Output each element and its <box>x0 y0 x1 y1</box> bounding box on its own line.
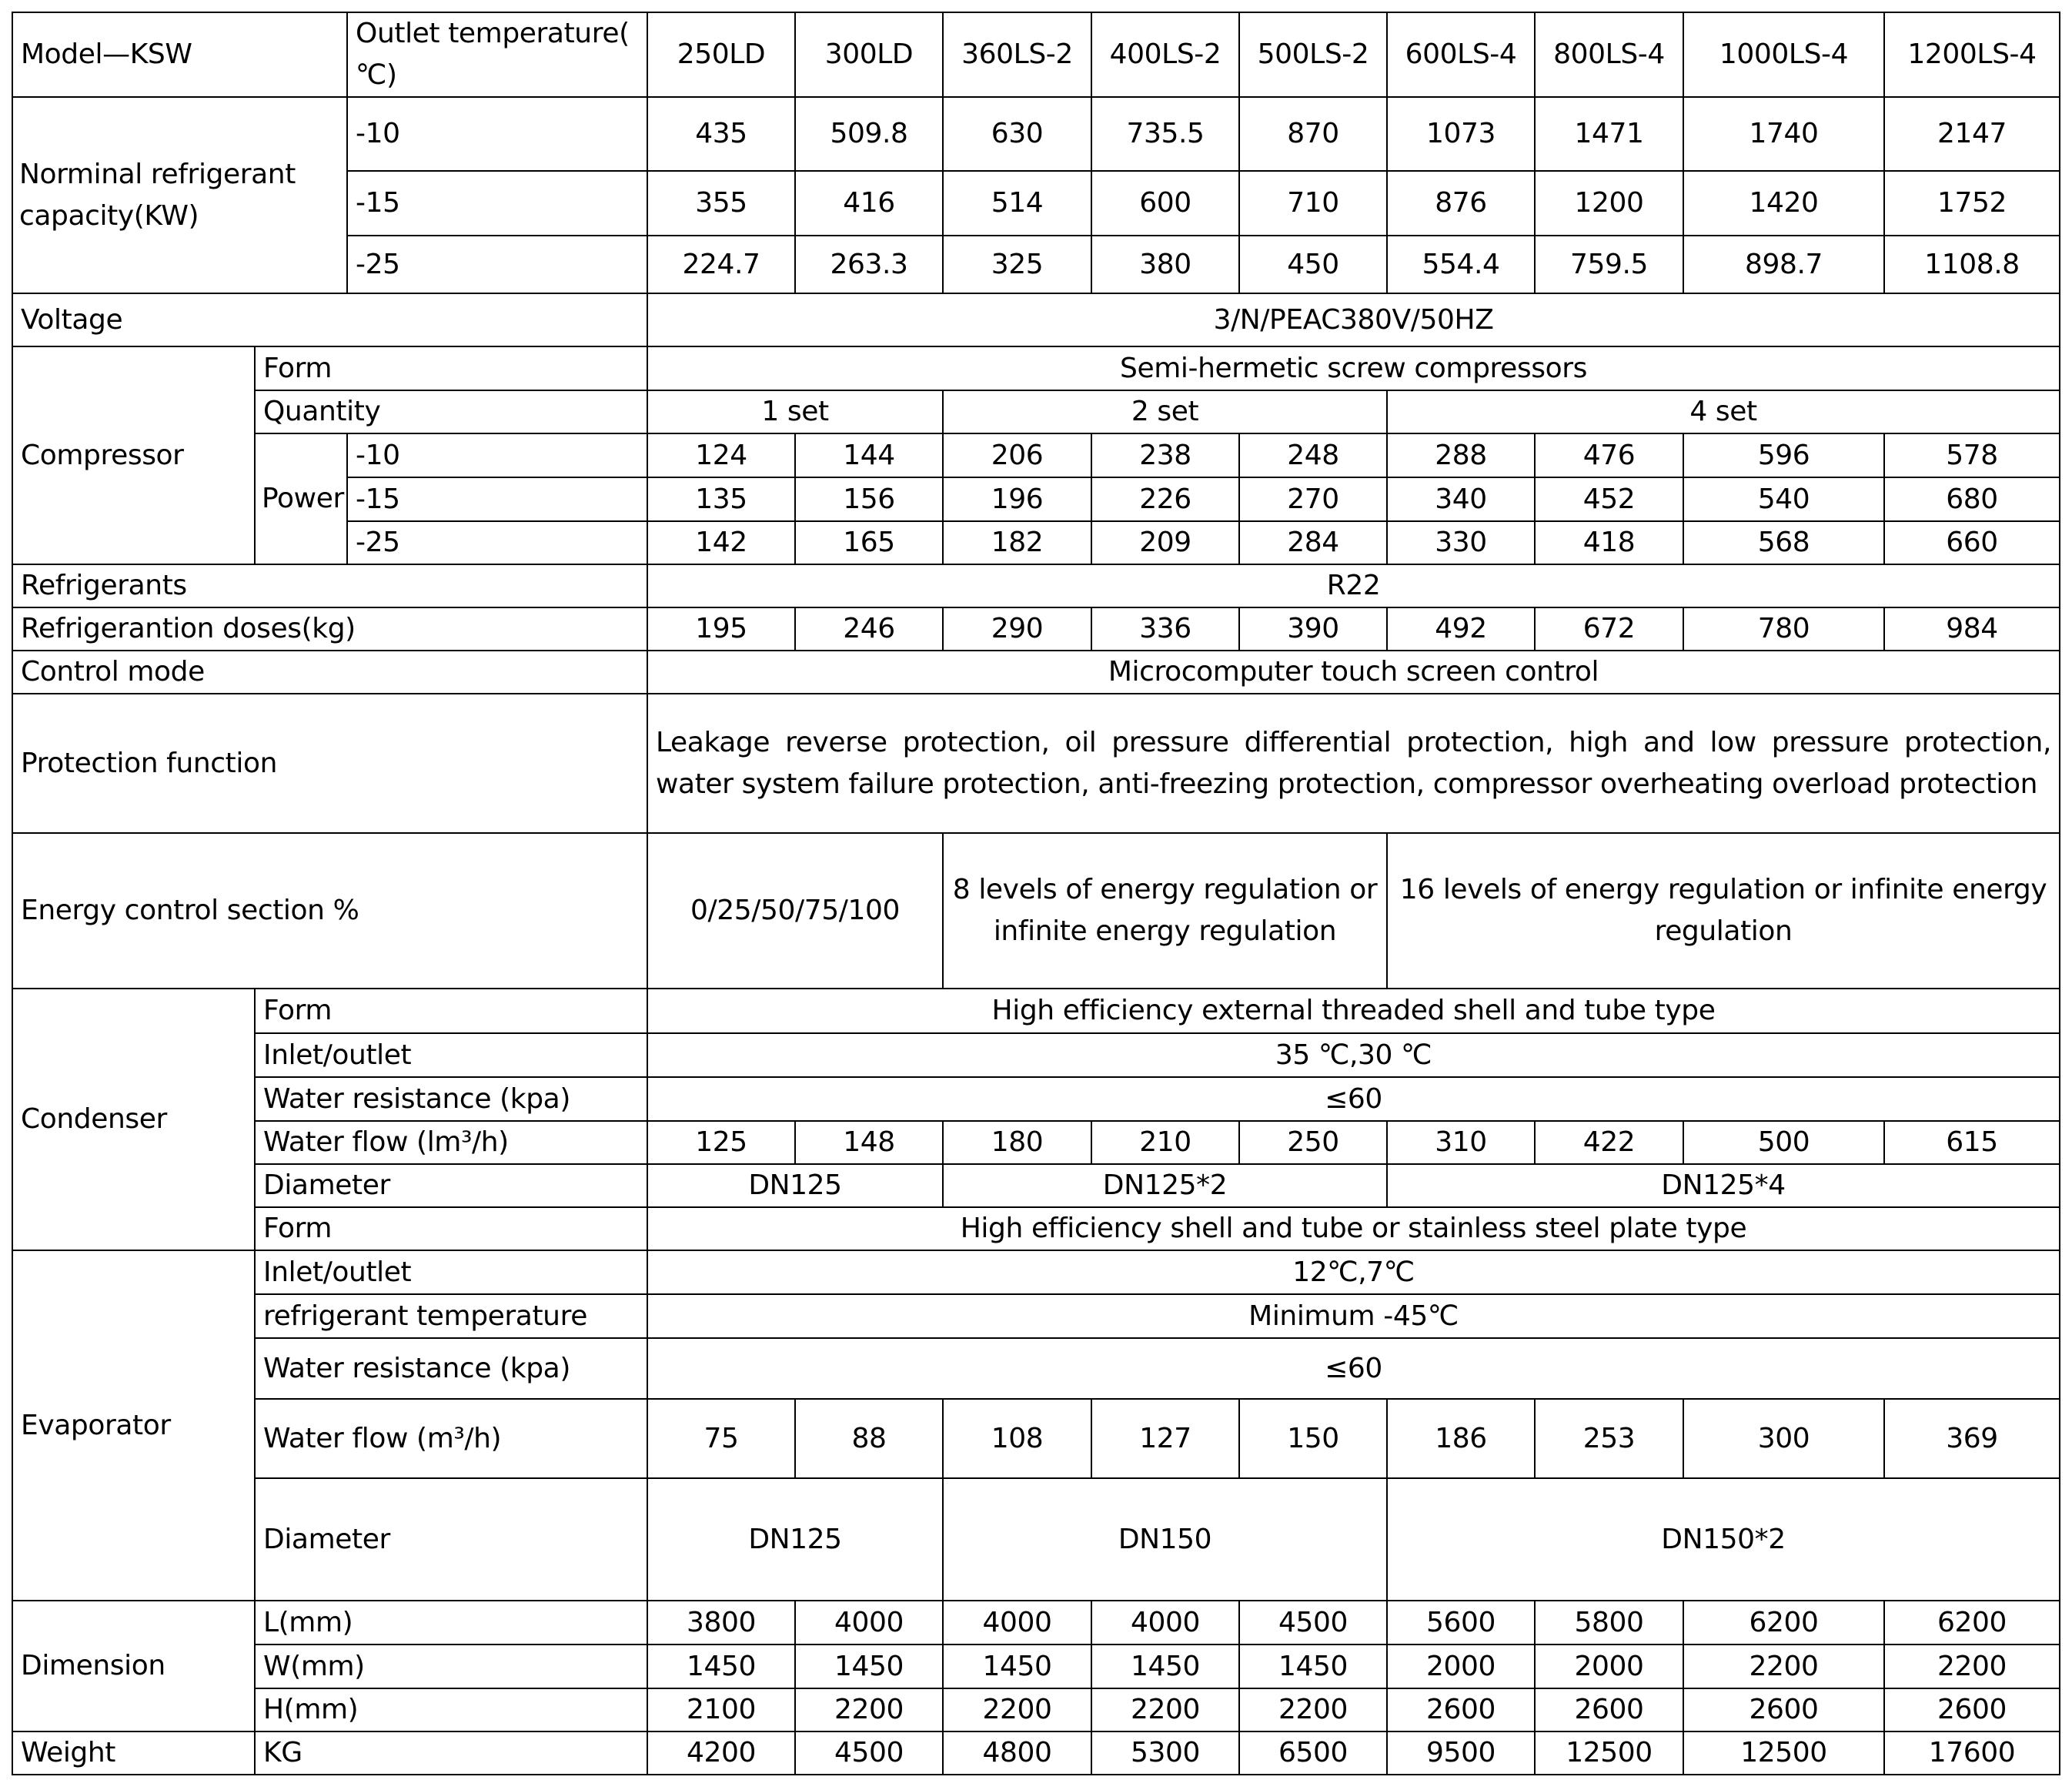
table-row <box>12 390 2060 433</box>
value-cell: 124 <box>647 433 795 477</box>
quantity-value: 4 set <box>1387 390 2060 433</box>
value-cell: 1450 <box>1091 1644 1239 1688</box>
table-row <box>12 1077 2060 1121</box>
sub-label: Water flow (m³/h) <box>255 1399 647 1478</box>
value-cell: 514 <box>943 171 1091 236</box>
value-cell: 416 <box>795 171 943 236</box>
sub-label: Water flow (lm³/h) <box>255 1121 647 1164</box>
value-cell: 2200 <box>795 1688 943 1731</box>
value-cell: 325 <box>943 236 1091 293</box>
energy-value: 8 levels of energy regulation or infinite energy regulation <box>943 833 1387 989</box>
model-header: 400LS-2 <box>1091 12 1239 97</box>
value-cell: 253 <box>1535 1399 1683 1478</box>
value-cell: 492 <box>1387 607 1535 651</box>
condenser-inlet-value: 35 ℃,30 ℃ <box>647 1033 2060 1077</box>
diameter-value: DN125*4 <box>1387 1164 2060 1207</box>
value-cell: 206 <box>943 433 1091 477</box>
value-cell: 238 <box>1091 433 1239 477</box>
value-cell: 2200 <box>1239 1688 1387 1731</box>
value-cell: 2600 <box>1535 1688 1683 1731</box>
value-cell: 127 <box>1091 1399 1239 1478</box>
table-row <box>12 12 2060 97</box>
value-cell: 1200 <box>1535 171 1683 236</box>
value-cell: 270 <box>1239 477 1387 521</box>
table-row <box>12 833 2060 989</box>
value-cell: 435 <box>647 97 795 171</box>
condenser-resistance-value: ≤60 <box>647 1077 2060 1121</box>
value-cell: 876 <box>1387 171 1535 236</box>
table-row <box>12 1250 2060 1294</box>
power-label: Power <box>255 433 347 564</box>
value-cell: 210 <box>1091 1121 1239 1164</box>
sub-label: Water resistance (kpa) <box>255 1338 647 1399</box>
evaporator-label: Evaporator <box>12 1250 255 1601</box>
refrigerant-temperature-value: Minimum -45℃ <box>647 1294 2060 1338</box>
value-cell: 1450 <box>1239 1644 1387 1688</box>
value-cell: 12500 <box>1535 1731 1683 1775</box>
value-cell: 142 <box>647 521 795 564</box>
dimension-label: Dimension <box>12 1601 255 1731</box>
table-row <box>12 1294 2060 1338</box>
value-cell: 355 <box>647 171 795 236</box>
value-cell: 2000 <box>1387 1644 1535 1688</box>
value-cell: 2147 <box>1884 97 2060 171</box>
voltage-value: 3/N/PEAC380V/50HZ <box>647 293 2060 346</box>
model-header: 250LD <box>647 12 795 97</box>
diameter-value: DN150 <box>943 1478 1387 1601</box>
value-cell: 2200 <box>1091 1688 1239 1731</box>
sub-label: Form <box>255 1207 647 1250</box>
table-row <box>12 651 2060 694</box>
energy-value: 0/25/50/75/100 <box>647 833 943 989</box>
value-cell: 108 <box>943 1399 1091 1478</box>
value-cell: 148 <box>795 1121 943 1164</box>
table-row <box>12 346 2060 390</box>
value-cell: 150 <box>1239 1399 1387 1478</box>
diameter-value: DN125 <box>647 1164 943 1207</box>
value-cell: 600 <box>1091 171 1239 236</box>
table-row <box>12 433 2060 477</box>
value-cell: 578 <box>1884 433 2060 477</box>
value-cell: 735.5 <box>1091 97 1239 171</box>
value-cell: 196 <box>943 477 1091 521</box>
energy-label: Energy control section % <box>12 833 647 989</box>
table-row <box>12 989 2060 1033</box>
value-cell: 288 <box>1387 433 1535 477</box>
value-cell: 1420 <box>1683 171 1884 236</box>
outlet-temperature-label: Outlet temperature( ℃) <box>347 12 647 97</box>
energy-value: 16 levels of energy regulation or infinite energy regulation <box>1387 833 2060 989</box>
quantity-value: 2 set <box>943 390 1387 433</box>
specification-table <box>12 12 2060 1775</box>
sub-label: KG <box>255 1731 647 1775</box>
protection-label: Protection function <box>12 694 647 833</box>
value-cell: 186 <box>1387 1399 1535 1478</box>
evaporator-form-value: High efficiency shell and tube or stainless steel plate type <box>647 1207 2060 1250</box>
value-cell: 263.3 <box>795 236 943 293</box>
value-cell: 135 <box>647 477 795 521</box>
value-cell: 6500 <box>1239 1731 1387 1775</box>
value-cell: 2000 <box>1535 1644 1683 1688</box>
value-cell: 195 <box>647 607 795 651</box>
control-mode-value: Microcomputer touch screen control <box>647 651 2060 694</box>
value-cell: 250 <box>1239 1121 1387 1164</box>
table-row <box>12 1033 2060 1077</box>
value-cell: 1108.8 <box>1884 236 2060 293</box>
doses-label: Refrigerantion doses(kg) <box>12 607 647 651</box>
value-cell: 224.7 <box>647 236 795 293</box>
compressor-label: Compressor <box>12 346 255 564</box>
value-cell: 759.5 <box>1535 236 1683 293</box>
sub-label: Diameter <box>255 1478 647 1601</box>
value-cell: 1450 <box>795 1644 943 1688</box>
sub-label: L(mm) <box>255 1601 647 1644</box>
value-cell: 88 <box>795 1399 943 1478</box>
value-cell: 226 <box>1091 477 1239 521</box>
value-cell: 156 <box>795 477 943 521</box>
temp-label: -10 <box>347 97 647 171</box>
value-cell: 5300 <box>1091 1731 1239 1775</box>
value-cell: 680 <box>1884 477 2060 521</box>
value-cell: 310 <box>1387 1121 1535 1164</box>
value-cell: 2600 <box>1387 1688 1535 1731</box>
value-cell: 2600 <box>1683 1688 1884 1731</box>
value-cell: 422 <box>1535 1121 1683 1164</box>
value-cell: 2200 <box>943 1688 1091 1731</box>
value-cell: 4000 <box>1091 1601 1239 1644</box>
sub-label: W(mm) <box>255 1644 647 1688</box>
value-cell: 1450 <box>943 1644 1091 1688</box>
sub-label: Quantity <box>255 390 647 433</box>
table-row <box>12 607 2060 651</box>
value-cell: 710 <box>1239 171 1387 236</box>
value-cell: 452 <box>1535 477 1683 521</box>
voltage-label: Voltage <box>12 293 647 346</box>
protection-value: Leakage reverse protection, oil pressure differential protection, high and low pressure protection, water system failure protection, anti-freezing protection, compressor overheating overload protection <box>647 694 2060 833</box>
value-cell: 182 <box>943 521 1091 564</box>
value-cell: 450 <box>1239 236 1387 293</box>
condenser-form-value: High efficiency external threaded shell and tube type <box>647 989 2060 1033</box>
value-cell: 3800 <box>647 1601 795 1644</box>
value-cell: 5800 <box>1535 1601 1683 1644</box>
value-cell: 509.8 <box>795 97 943 171</box>
table-row <box>12 1601 2060 1644</box>
temp-label: -15 <box>347 171 647 236</box>
value-cell: 284 <box>1239 521 1387 564</box>
table-row <box>12 293 2060 346</box>
value-cell: 165 <box>795 521 943 564</box>
diameter-value: DN125 <box>647 1478 943 1601</box>
capacity-label: Norminal refrigerant capacity(KW) <box>12 97 347 293</box>
model-header: 800LS-4 <box>1535 12 1683 97</box>
value-cell: 144 <box>795 433 943 477</box>
value-cell: 380 <box>1091 236 1239 293</box>
diameter-value: DN125*2 <box>943 1164 1387 1207</box>
refrigerants-label: Refrigerants <box>12 564 647 607</box>
value-cell: 5600 <box>1387 1601 1535 1644</box>
value-cell: 1450 <box>647 1644 795 1688</box>
value-cell: 596 <box>1683 433 1884 477</box>
value-cell: 340 <box>1387 477 1535 521</box>
table-row <box>12 1688 2060 1731</box>
value-cell: 2200 <box>1683 1644 1884 1688</box>
value-cell: 615 <box>1884 1121 2060 1164</box>
value-cell: 209 <box>1091 521 1239 564</box>
value-cell: 898.7 <box>1683 236 1884 293</box>
value-cell: 390 <box>1239 607 1387 651</box>
diameter-value: DN150*2 <box>1387 1478 2060 1601</box>
value-cell: 568 <box>1683 521 1884 564</box>
sub-label: Inlet/outlet <box>255 1250 647 1294</box>
value-cell: 246 <box>795 607 943 651</box>
sub-label: Inlet/outlet <box>255 1033 647 1077</box>
value-cell: 554.4 <box>1387 236 1535 293</box>
sub-label: Form <box>255 346 647 390</box>
value-cell: 9500 <box>1387 1731 1535 1775</box>
value-cell: 12500 <box>1683 1731 1884 1775</box>
table-row <box>12 1164 2060 1207</box>
value-cell: 672 <box>1535 607 1683 651</box>
table-row <box>12 1207 2060 1250</box>
sub-label: refrigerant temperature <box>255 1294 647 1338</box>
value-cell: 290 <box>943 607 1091 651</box>
value-cell: 476 <box>1535 433 1683 477</box>
table-row <box>12 1121 2060 1164</box>
model-header: 300LD <box>795 12 943 97</box>
value-cell: 500 <box>1683 1121 1884 1164</box>
table-row <box>12 97 2060 171</box>
compressor-form-value: Semi-hermetic screw compressors <box>647 346 2060 390</box>
table-row <box>12 1731 2060 1775</box>
value-cell: 660 <box>1884 521 2060 564</box>
value-cell: 4800 <box>943 1731 1091 1775</box>
sub-label: H(mm) <box>255 1688 647 1731</box>
value-cell: 336 <box>1091 607 1239 651</box>
temp-label: -25 <box>347 521 647 564</box>
value-cell: 4000 <box>795 1601 943 1644</box>
evaporator-resistance-value: ≤60 <box>647 1338 2060 1399</box>
model-label: Model—KSW <box>12 12 347 97</box>
table-row <box>12 564 2060 607</box>
value-cell: 780 <box>1683 607 1884 651</box>
model-header: 500LS-2 <box>1239 12 1387 97</box>
control-mode-label: Control mode <box>12 651 647 694</box>
value-cell: 1740 <box>1683 97 1884 171</box>
value-cell: 984 <box>1884 607 2060 651</box>
value-cell: 2600 <box>1884 1688 2060 1731</box>
temp-label: -15 <box>347 477 647 521</box>
table-row <box>12 1338 2060 1399</box>
value-cell: 248 <box>1239 433 1387 477</box>
weight-label: Weight <box>12 1731 255 1775</box>
value-cell: 630 <box>943 97 1091 171</box>
condenser-label: Condenser <box>12 989 255 1250</box>
value-cell: 6200 <box>1683 1601 1884 1644</box>
model-header: 360LS-2 <box>943 12 1091 97</box>
sub-label: Form <box>255 989 647 1033</box>
model-header: 1200LS-4 <box>1884 12 2060 97</box>
value-cell: 180 <box>943 1121 1091 1164</box>
value-cell: 2100 <box>647 1688 795 1731</box>
value-cell: 75 <box>647 1399 795 1478</box>
value-cell: 418 <box>1535 521 1683 564</box>
value-cell: 300 <box>1683 1399 1884 1478</box>
value-cell: 125 <box>647 1121 795 1164</box>
table-row <box>12 1644 2060 1688</box>
table-row <box>12 1478 2060 1601</box>
quantity-value: 1 set <box>647 390 943 433</box>
sub-label: Water resistance (kpa) <box>255 1077 647 1121</box>
evaporator-inlet-value: 12℃,7℃ <box>647 1250 2060 1294</box>
temp-label: -25 <box>347 236 647 293</box>
value-cell: 1752 <box>1884 171 2060 236</box>
value-cell: 330 <box>1387 521 1535 564</box>
refrigerants-value: R22 <box>647 564 2060 607</box>
table-row <box>12 1399 2060 1478</box>
value-cell: 540 <box>1683 477 1884 521</box>
value-cell: 4200 <box>647 1731 795 1775</box>
table-row <box>12 694 2060 833</box>
value-cell: 17600 <box>1884 1731 2060 1775</box>
value-cell: 4500 <box>1239 1601 1387 1644</box>
temp-label: -10 <box>347 433 647 477</box>
value-cell: 1471 <box>1535 97 1683 171</box>
model-header: 1000LS-4 <box>1683 12 1884 97</box>
value-cell: 870 <box>1239 97 1387 171</box>
value-cell: 1073 <box>1387 97 1535 171</box>
model-header: 600LS-4 <box>1387 12 1535 97</box>
value-cell: 4500 <box>795 1731 943 1775</box>
sub-label: Diameter <box>255 1164 647 1207</box>
value-cell: 4000 <box>943 1601 1091 1644</box>
value-cell: 369 <box>1884 1399 2060 1478</box>
value-cell: 6200 <box>1884 1601 2060 1644</box>
value-cell: 2200 <box>1884 1644 2060 1688</box>
